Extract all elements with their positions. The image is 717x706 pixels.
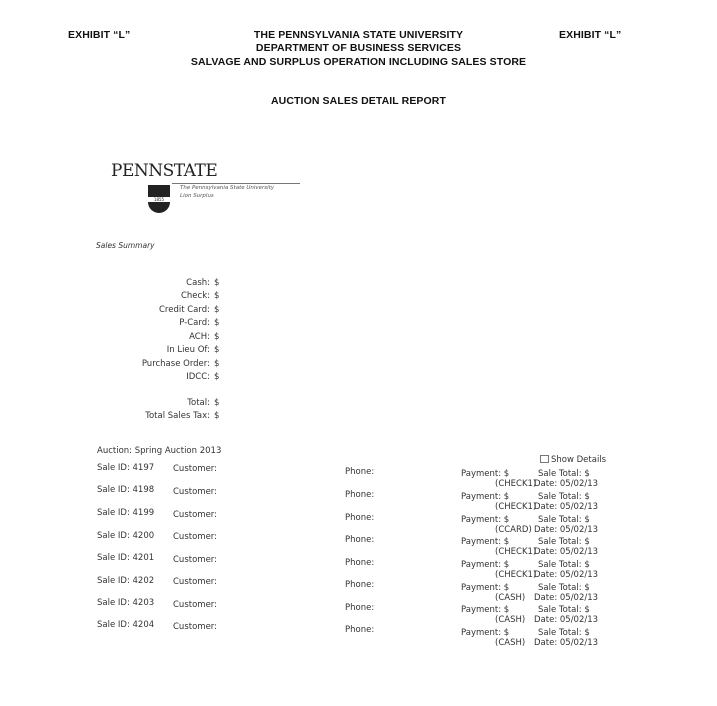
sale-id: Sale ID: 4203 <box>97 598 155 608</box>
exhibit-label-left: EXHIBIT “L” <box>68 29 131 41</box>
logo-subtitle-surplus: Lion Surplus <box>180 193 214 199</box>
summary-value-sales-tax: $ <box>214 411 220 421</box>
summary-value-ach: $ <box>214 332 220 342</box>
sale-customer: Customer: <box>173 510 218 520</box>
sale-payment-method: (CHECK1) <box>495 479 537 489</box>
sale-total: Sale Total: $ <box>538 560 590 570</box>
sale-payment: Payment: $ <box>461 560 510 570</box>
sale-phone: Phone: <box>345 490 375 500</box>
sale-id: Sale ID: 4197 <box>97 463 155 473</box>
operation-name: SALVAGE AND SURPLUS OPERATION INCLUDING SALES STORE <box>190 56 527 68</box>
summary-label-cash: Cash: <box>186 278 210 288</box>
summary-label-p-card: P-Card: <box>179 318 210 328</box>
summary-value-idcc: $ <box>214 372 220 382</box>
summary-value-check: $ <box>214 291 220 301</box>
sale-date: Date: 05/02/13 <box>534 479 599 489</box>
logo-subtitle-university: The Pennsylvania State University <box>180 185 275 191</box>
summary-value-cash: $ <box>214 278 220 288</box>
summary-label-in-lieu-of: In Lieu Of: <box>166 345 210 355</box>
sale-payment-method: (CHECK1) <box>495 547 537 557</box>
pennstate-wordmark: PENNSTATE <box>111 161 218 181</box>
sale-customer: Customer: <box>173 600 218 610</box>
sale-id: Sale ID: 4202 <box>97 576 155 586</box>
shield-year: 1855 <box>153 197 165 202</box>
summary-value-purchase-order: $ <box>214 359 220 369</box>
show-details-label: Show Details <box>551 455 607 465</box>
summary-label-sales-tax: Total Sales Tax: <box>145 411 210 421</box>
sale-id: Sale ID: 4200 <box>97 531 155 541</box>
sale-total: Sale Total: $ <box>538 469 590 479</box>
logo-divider <box>172 183 300 184</box>
university-name: THE PENNSYLVANIA STATE UNIVERSITY <box>253 29 464 41</box>
sale-date: Date: 05/02/13 <box>534 570 599 580</box>
sale-phone: Phone: <box>345 625 375 635</box>
summary-value-credit-card: $ <box>214 305 220 315</box>
sale-phone: Phone: <box>345 603 375 613</box>
sale-customer: Customer: <box>173 464 218 474</box>
summary-value-in-lieu-of: $ <box>214 345 220 355</box>
report-title: AUCTION SALES DETAIL REPORT <box>271 95 446 107</box>
summary-label-check: Check: <box>180 291 210 301</box>
summary-value-total: $ <box>214 398 220 408</box>
summary-label-ach: ACH: <box>189 332 210 342</box>
sale-date: Date: 05/02/13 <box>534 525 599 535</box>
sale-phone: Phone: <box>345 535 375 545</box>
sale-customer: Customer: <box>173 555 218 565</box>
sale-payment-method: (CHECK1) <box>495 502 537 512</box>
sale-payment: Payment: $ <box>461 515 510 525</box>
sale-id: Sale ID: 4201 <box>97 553 155 563</box>
sale-date: Date: 05/02/13 <box>534 615 599 625</box>
summary-label-credit-card: Credit Card: <box>158 305 210 315</box>
sale-customer: Customer: <box>173 577 218 587</box>
sale-payment-method: (CASH) <box>495 615 526 625</box>
sale-id: Sale ID: 4204 <box>97 620 155 630</box>
sale-id: Sale ID: 4199 <box>97 508 155 518</box>
sale-total: Sale Total: $ <box>538 492 590 502</box>
sale-payment-method: (CASH) <box>495 638 526 648</box>
sale-date: Date: 05/02/13 <box>534 593 599 603</box>
sale-payment-method: (CCARD) <box>495 525 532 535</box>
sale-date: Date: 05/02/13 <box>534 638 599 648</box>
sale-phone: Phone: <box>345 580 375 590</box>
nittany-lion-shield-icon <box>148 185 170 213</box>
exhibit-label-right: EXHIBIT “L” <box>559 29 622 41</box>
auction-title: Auction: Spring Auction 2013 <box>97 446 222 456</box>
sale-phone: Phone: <box>345 513 375 523</box>
sale-total: Sale Total: $ <box>538 537 590 547</box>
sale-phone: Phone: <box>345 558 375 568</box>
department-name: DEPARTMENT OF BUSINESS SERVICES <box>255 42 462 54</box>
sale-phone: Phone: <box>345 467 375 477</box>
show-details-checkbox[interactable] <box>540 455 549 463</box>
summary-value-p-card: $ <box>214 318 220 328</box>
sale-payment: Payment: $ <box>461 605 510 615</box>
sales-summary-title: Sales Summary <box>96 241 155 250</box>
sale-total: Sale Total: $ <box>538 628 590 638</box>
sale-payment: Payment: $ <box>461 469 510 479</box>
sale-id: Sale ID: 4198 <box>97 485 155 495</box>
summary-label-idcc: IDCC: <box>186 372 210 382</box>
sale-payment: Payment: $ <box>461 537 510 547</box>
sale-customer: Customer: <box>173 487 218 497</box>
sale-customer: Customer: <box>173 622 218 632</box>
summary-label-total: Total: <box>187 398 210 408</box>
sale-payment: Payment: $ <box>461 492 510 502</box>
summary-label-purchase-order: Purchase Order: <box>141 359 210 369</box>
sale-total: Sale Total: $ <box>538 605 590 615</box>
sale-payment: Payment: $ <box>461 583 510 593</box>
sale-payment: Payment: $ <box>461 628 510 638</box>
sale-payment-method: (CASH) <box>495 593 526 603</box>
sale-total: Sale Total: $ <box>538 515 590 525</box>
sale-date: Date: 05/02/13 <box>534 502 599 512</box>
sale-total: Sale Total: $ <box>538 583 590 593</box>
sale-payment-method: (CHECK1) <box>495 570 537 580</box>
sale-date: Date: 05/02/13 <box>534 547 599 557</box>
sale-customer: Customer: <box>173 532 218 542</box>
